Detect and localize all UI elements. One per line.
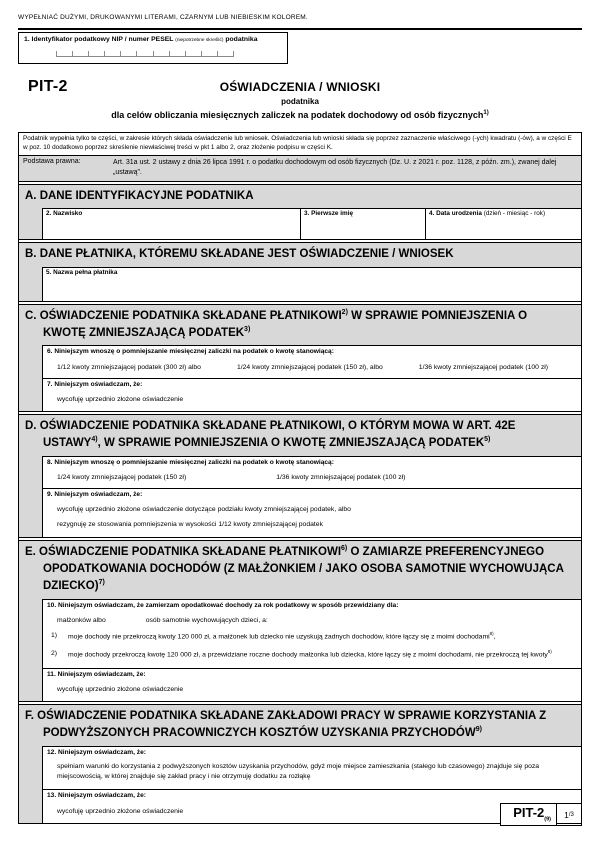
left-strip [19, 345, 42, 411]
footer-form-code [500, 803, 557, 826]
form-titles [18, 80, 582, 120]
field-8 [43, 457, 581, 490]
footer-form-code-text: PIT-2 [513, 805, 545, 821]
footnote-ref-6: 6) [341, 544, 348, 552]
field-9-option-2[interactable]: rezygnuję ze stosowania pomniejszenia w wysokości 1/12 kwoty zmniejszającej podatek [57, 520, 323, 528]
form-code: PIT-2 [28, 78, 68, 96]
section-d-title-1: D. OŚWIADCZENIE PODATNIKA SKŁADANE PŁATNIKOWI, O KTÓRYM MOWA W ART. 42E USTAWY [25, 420, 516, 450]
digit-cell [88, 51, 104, 57]
digit-cell [153, 51, 169, 57]
field-6-label: 6. Niniejszym wnoszę o pomniejszanie miesięcznej zaliczki na podatek o kwotę stanowiącą: [47, 348, 334, 356]
section-b-header: B. DANE PŁATNIKA, KTÓREMU SKŁADANE JEST OŚWIADCZENIE / WNIOSEK [19, 243, 581, 266]
legal-basis-row [19, 156, 581, 181]
section-e-title-1: E. OŚWIADCZENIE PODATNIKA SKŁADANE PŁATNIKOWI [25, 545, 342, 558]
legal-basis-label: Podstawa prawna: [23, 158, 81, 166]
section-f-title-1: F. OŚWIADCZENIE PODATNIKA SKŁADANE ZAKŁADOWI PRACY W SPRAWIE KORZYSTANIA Z PODWYŻSZONYCH PRACOWNICZYCH KOSZTÓW UZYSKANIA PRZYCHODÓW [25, 710, 547, 740]
section-e-title-2: O ZAMIARZE PREFERENCYJNEGO OPODATKOWANIA DOCHODÓW (Z MAŁŻONKIEM / JAKO OSOBA SAMOTNIE WYCHOWUJĄCA DZIECKO) [43, 545, 564, 593]
digit-cell [72, 51, 88, 57]
field-13-statement[interactable]: wycofuję uprzednio złożone oświadczenie [57, 807, 184, 815]
field-9 [43, 489, 581, 537]
left-strip [19, 599, 42, 702]
surname-field[interactable] [43, 209, 301, 239]
footnote-ref-8: 8) [489, 631, 494, 637]
top-rule [18, 28, 582, 30]
section-a-body [19, 208, 581, 239]
digit-cell [169, 51, 185, 57]
tax-id-label-small: (niepotrzebne skreślić) [175, 38, 224, 43]
item-1-text [68, 631, 573, 642]
field-7 [43, 379, 581, 412]
digit-cell [56, 51, 72, 57]
birthdate-label [429, 210, 578, 217]
left-strip [19, 746, 42, 823]
footnote-ref-3: 3) [244, 325, 251, 333]
digit-cell [104, 51, 120, 57]
section-c-title-1: C. OŚWIADCZENIE PODATNIKA SKŁADANE PŁATNIKOWI [25, 309, 342, 322]
field-10-option-single-parent[interactable]: osób samotnie wychowujących dzieci, a: [145, 617, 268, 625]
section-e-header [19, 541, 581, 599]
section-d-title-2: , W SPRAWIE POMNIEJSZENIA O KWOTĘ ZMNIEJSZAJĄCĄ PODATEK [97, 437, 485, 450]
section-b-body [19, 267, 581, 301]
digit-cell [185, 51, 201, 57]
tax-id-input[interactable] [56, 51, 234, 57]
digit-cell [136, 51, 152, 57]
item-2-text-body: moje dochody przekroczą kwotę 120 000 zł, a przewidziane roczne dochody małżonka lub dziecka, które łączy się z moimi dochodami, nie przekroczą tej kwoty [68, 651, 548, 659]
section-a-header: A. DANE IDENTYFIKACYJNE PODATNIKA [19, 185, 581, 208]
field-7-label: 7. Niniejszym oświadczam, że: [47, 380, 143, 388]
digit-cell [217, 51, 234, 57]
page-indicator [557, 803, 582, 826]
form-purpose [18, 110, 582, 120]
field-12-label: 12. Niniejszym oświadczam, że: [47, 748, 146, 756]
field-10-option-spouses[interactable]: małżonków albo [57, 617, 106, 625]
section-c-title-2: W SPRAWIE POMNIEJSZENIA O KWOTĘ ZMNIEJSZAJĄCĄ PODATEK [43, 309, 528, 339]
item-2-text [68, 649, 573, 660]
birthdate-hint: (dzień - miesiąc - rok) [483, 210, 546, 218]
footnote-ref-8: 8) [547, 648, 552, 654]
form-purpose-text: dla celów obliczania miesięcznych zaliczek na podatek dochodowy od osób fizycznych [111, 110, 484, 121]
item-1-number: 1) [51, 632, 58, 640]
field-11 [43, 669, 581, 702]
digit-cell [201, 51, 217, 57]
footer-form-version: (9) [544, 817, 551, 823]
firstname-field[interactable] [301, 209, 426, 239]
form-title: OŚWIADCZENIA / WNIOSKI [219, 80, 381, 95]
field-6-option-1-12[interactable]: 1/12 kwoty zmniejszającej podatek (300 zł) albo [57, 363, 201, 371]
section-f-header [19, 705, 581, 746]
form-subtitle: podatnika [281, 97, 319, 107]
tax-id-label-suffix: podatnika [225, 36, 258, 43]
item-1-text-body: moje dochody nie przekroczą kwoty 120 000 zł, a małżonek lub dziecko nie uzyskują żadnych dochodów, które łączy się z moimi dochodami [68, 633, 490, 641]
field-8-label: 8. Niniejszym wnoszę o pomniejszanie miesięcznej zaliczki na podatek o kwotę stanowiącą: [47, 458, 334, 466]
section-e-body [19, 599, 581, 702]
footnote-ref-1: 1) [483, 110, 489, 117]
page-total: /3 [568, 811, 574, 818]
page-current: 1 [564, 809, 569, 820]
payer-name-label: 5. Nazwa pełna płatnika [46, 268, 118, 276]
item-1-text-tail: , [493, 633, 496, 641]
left-strip [19, 208, 42, 239]
tax-id-box [18, 32, 288, 64]
firstname-label: 3. Pierwsze imię [304, 210, 354, 218]
footnote-ref-5: 5) [484, 436, 491, 444]
field-10-item-2[interactable] [43, 645, 581, 668]
section-f-body [19, 746, 581, 823]
field-10 [43, 600, 581, 669]
digit-cell [120, 51, 136, 57]
field-9-option-1[interactable]: wycofuję uprzednio złożone oświadczenie dotyczące podziału kwoty zmniejszającej podatek, albo [57, 505, 351, 513]
form-header [18, 80, 582, 130]
footnote-ref-9: 9) [475, 726, 482, 734]
section-d-body [19, 456, 581, 537]
usage-note: Podatnik wypełnia tylko te części, w zakresie których składa oświadczenie lub wniosek. Oświadczenia lub wnioski składa się poprzez zaznaczenie właściwego (-ych) kwadratu (-ów), a w części E w poz. 10 dodatkowo poprzez skreślenie niewłaściwej treści w pkt 1 albo 2, oraz złożenie podpisu w części K. [19, 133, 581, 156]
section-d-header [19, 415, 581, 456]
field-7-statement[interactable]: wycofuję uprzednio złożone oświadczenie [57, 396, 184, 404]
left-strip [19, 456, 42, 537]
field-10-label: 10. Niniejszym oświadczam, że zamierzam opodatkować dochody za rok podatkowy w sposób przewidziany dla: [47, 601, 399, 609]
left-strip [19, 267, 42, 301]
field-6-option-1-36[interactable]: 1/36 kwoty zmniejszającej podatek (100 zł) [418, 363, 549, 371]
field-6 [43, 346, 581, 379]
item-2-number: 2) [51, 649, 58, 657]
field-12-statement[interactable]: spełniam warunki do korzystania z podwyższonych kosztów uzyskania przychodów, gdyż moje miejsce zamieszkania (stałego lub czasowego) znajduje się poza miejscowością, w której znajduje się zakład pracy i nie otrzymuję dodatku za rozłąkę [57, 763, 540, 781]
fill-instruction: WYPEŁNIAĆ DUŻYMI, DRUKOWANYMI LITERAMI, CZARNYM LUB NIEBIESKIM KOLOREM. [18, 14, 308, 21]
birthdate-field[interactable] [426, 209, 581, 239]
tax-id-label-prefix: 1. Identyfikator podatkowy NIP / numer PESEL [24, 36, 174, 43]
section-c-header [19, 305, 581, 346]
surname-label: 2. Nazwisko [46, 210, 83, 218]
payer-name-field[interactable] [43, 268, 581, 301]
section-c-body [19, 345, 581, 411]
field-8-option-1-36[interactable]: 1/36 kwoty zmniejszającej podatek (100 zł) [276, 474, 406, 482]
legal-basis-text: Art. 31a ust. 2 ustawy z dnia 26 lipca 1991 r. o podatku dochodowym od osób fizycznych (Dz. U. z 2021 r. poz. 1128, z późn. zm.), zwanej dalej „ustawą”. [113, 159, 557, 177]
page-footer [500, 803, 582, 826]
footnote-ref-2: 2) [341, 308, 348, 316]
field-11-statement[interactable]: wycofuję uprzednio złożone oświadczenie [57, 686, 184, 694]
field-9-label: 9. Niniejszym oświadczam, że: [47, 491, 143, 499]
tax-id-label [24, 36, 282, 44]
field-11-label: 11. Niniejszym oświadczam, że: [47, 670, 146, 678]
field-8-option-1-24[interactable]: 1/24 kwoty zmniejszającej podatek (150 zł) [57, 474, 187, 482]
birthdate-label-text: 4. Data urodzenia [429, 210, 484, 218]
field-6-option-1-24[interactable]: 1/24 kwoty zmniejszającej podatek (150 zł), albo [236, 363, 383, 371]
footnote-ref-4: 4) [91, 436, 98, 444]
field-12 [43, 747, 581, 790]
field-10-item-1[interactable] [43, 627, 581, 645]
field-13-label: 13. Niniejszym oświadczam, że: [47, 791, 146, 799]
form-body [18, 132, 582, 823]
footnote-ref-7: 7) [98, 579, 105, 587]
